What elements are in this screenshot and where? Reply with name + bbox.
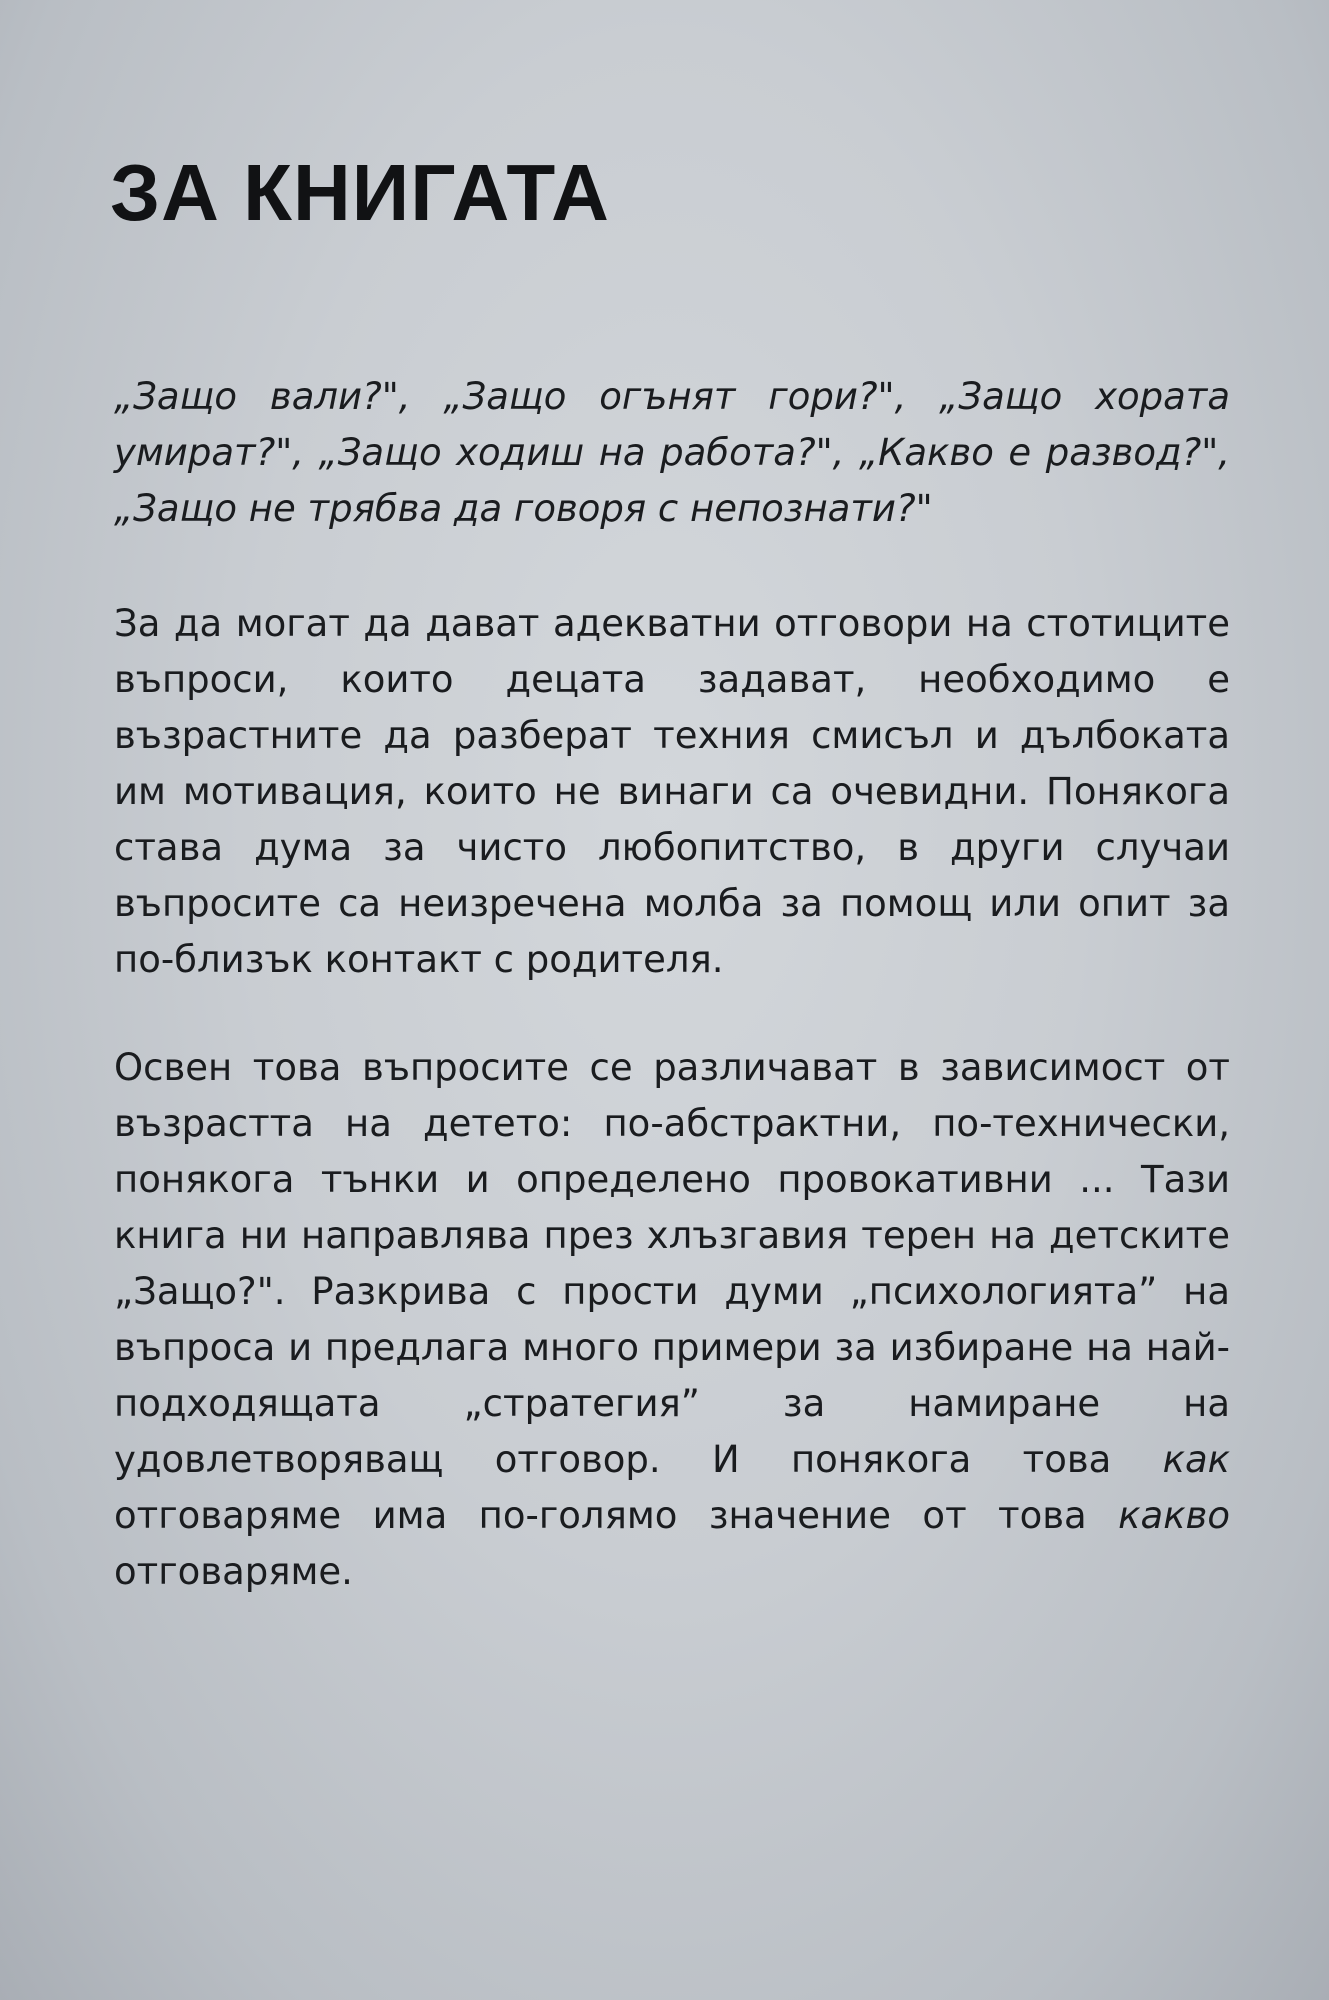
emphasis-what: какво	[1118, 1494, 1230, 1537]
paragraph-psychology-part2: отговаряме има по-голямо значение от това	[114, 1494, 1119, 1537]
paragraph-answers: За да могат да дават адекватни отговори на стотиците въпроси, които децата задават, необходимо е възрастните да разберат техния смисъл и дълбоката им мотивация, които не винаги са очевидни. Понякога става дума за чисто любопитство, в други случаи въпросите са неизречена молба за помощ или опит за по-близък контакт с родителя.	[114, 602, 1230, 981]
emphasis-how: как	[1162, 1438, 1230, 1481]
paragraph-psychology-part3: отговаряме.	[114, 1550, 353, 1593]
paragraph-psychology	[114, 1040, 1230, 1600]
paragraph-psychology-part1: Освен това въпросите се различават в зависимост от възрастта на детето: по-абстрактни, по-технически, понякога тънки и определено провокативни ... Тази книга ни направлява през хлъзгавия терен на детските „Защо?". Разкрива с прости думи „психологията” на въпроса и предлага много примери за избиране на най-подходящата „стратегия” за намиране на удовлетворяващ отговор. И понякога това	[114, 1046, 1230, 1481]
paragraph-questions: „Защо вали?", „Защо огънят гори?", „Защо хората умират?", „Защо ходиш на работа?", „Какво е развод?", „Защо не трябва да говоря с непознати?"	[114, 375, 1230, 530]
page-title: ЗА КНИГАТА	[110, 148, 610, 237]
